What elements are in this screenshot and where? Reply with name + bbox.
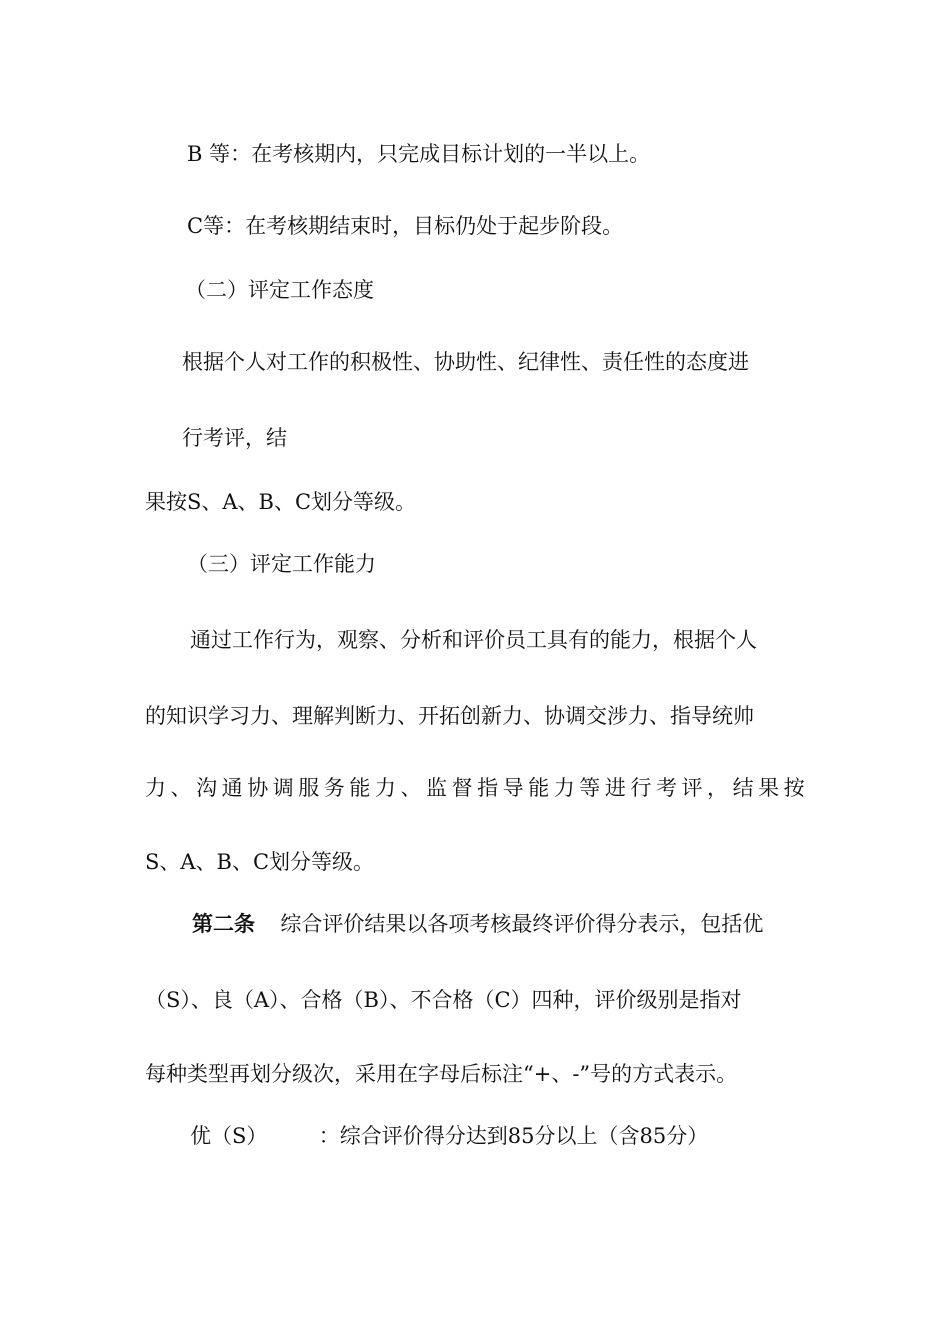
char: 指 [477, 776, 499, 800]
char: 评 [681, 776, 703, 800]
char: 协 [247, 776, 269, 800]
char: 行 [630, 776, 652, 800]
grade-b-line: B 等：在考核期内，只完成目标计划的一半以上。 [187, 142, 651, 166]
char: ， [707, 776, 729, 800]
excellent-description: ：综合评价得分达到85分以上（含85分） [318, 1124, 709, 1148]
char: 进 [604, 776, 626, 800]
char: 能 [528, 776, 550, 800]
excellent-label: 优（S） [190, 1124, 268, 1148]
char: 导 [502, 776, 524, 800]
article-2-line3: 每种类型再划分级次，采用在字母后标注“+、-”号的方式表示。 [145, 1062, 738, 1086]
char: 沟 [196, 776, 218, 800]
section-3-body-line2: 的知识学习力、理解判断力、开拓创新力、协调交涉力、指导统帅 [145, 704, 754, 728]
excellent-grade-line [190, 1122, 708, 1150]
section-3-body-line4: S、A、B、C划分等级。 [145, 850, 375, 874]
char: 调 [272, 776, 294, 800]
char: 监 [426, 776, 448, 800]
char: 考 [655, 776, 677, 800]
article-2-label: 第二条 [192, 911, 255, 936]
section-2-heading: （二）评定工作态度 [185, 278, 374, 302]
article-2-text: 综合评价结果以各项考核最终评价得分表示，包括优 [280, 912, 764, 936]
article-2-line1 [192, 910, 763, 938]
char: 等 [579, 776, 601, 800]
char: 力 [553, 776, 575, 800]
section-2-body-line3: 果按S、A、B、C划分等级。 [145, 490, 417, 514]
char: 力 [374, 776, 396, 800]
section-3-body-line3 [145, 774, 805, 802]
section-3-body-line1: 通过工作行为，观察、分析和评价员工具有的能力，根据个人 [190, 628, 757, 652]
char: 通 [221, 776, 243, 800]
char: 、 [170, 776, 192, 800]
section-2-body-line1: 根据个人对工作的积极性、协助性、纪律性、责任性的态度进 [182, 350, 749, 374]
section-2-body-line2: 行考评，结 [182, 426, 287, 450]
article-2-line2: （S）、良（A）、合格（B）、不合格（C）四种，评价级别是指对 [145, 988, 742, 1012]
grade-c-line: C等：在考核期结束时，目标仍处于起步阶段。 [187, 214, 624, 238]
char: 务 [323, 776, 345, 800]
char: 、 [400, 776, 422, 800]
char: 能 [349, 776, 371, 800]
char: 督 [451, 776, 473, 800]
section-3-heading: （三）评定工作能力 [187, 552, 376, 576]
char: 服 [298, 776, 320, 800]
char: 按 [783, 776, 805, 800]
char: 力 [145, 776, 166, 800]
char: 果 [758, 776, 780, 800]
char: 结 [732, 776, 754, 800]
